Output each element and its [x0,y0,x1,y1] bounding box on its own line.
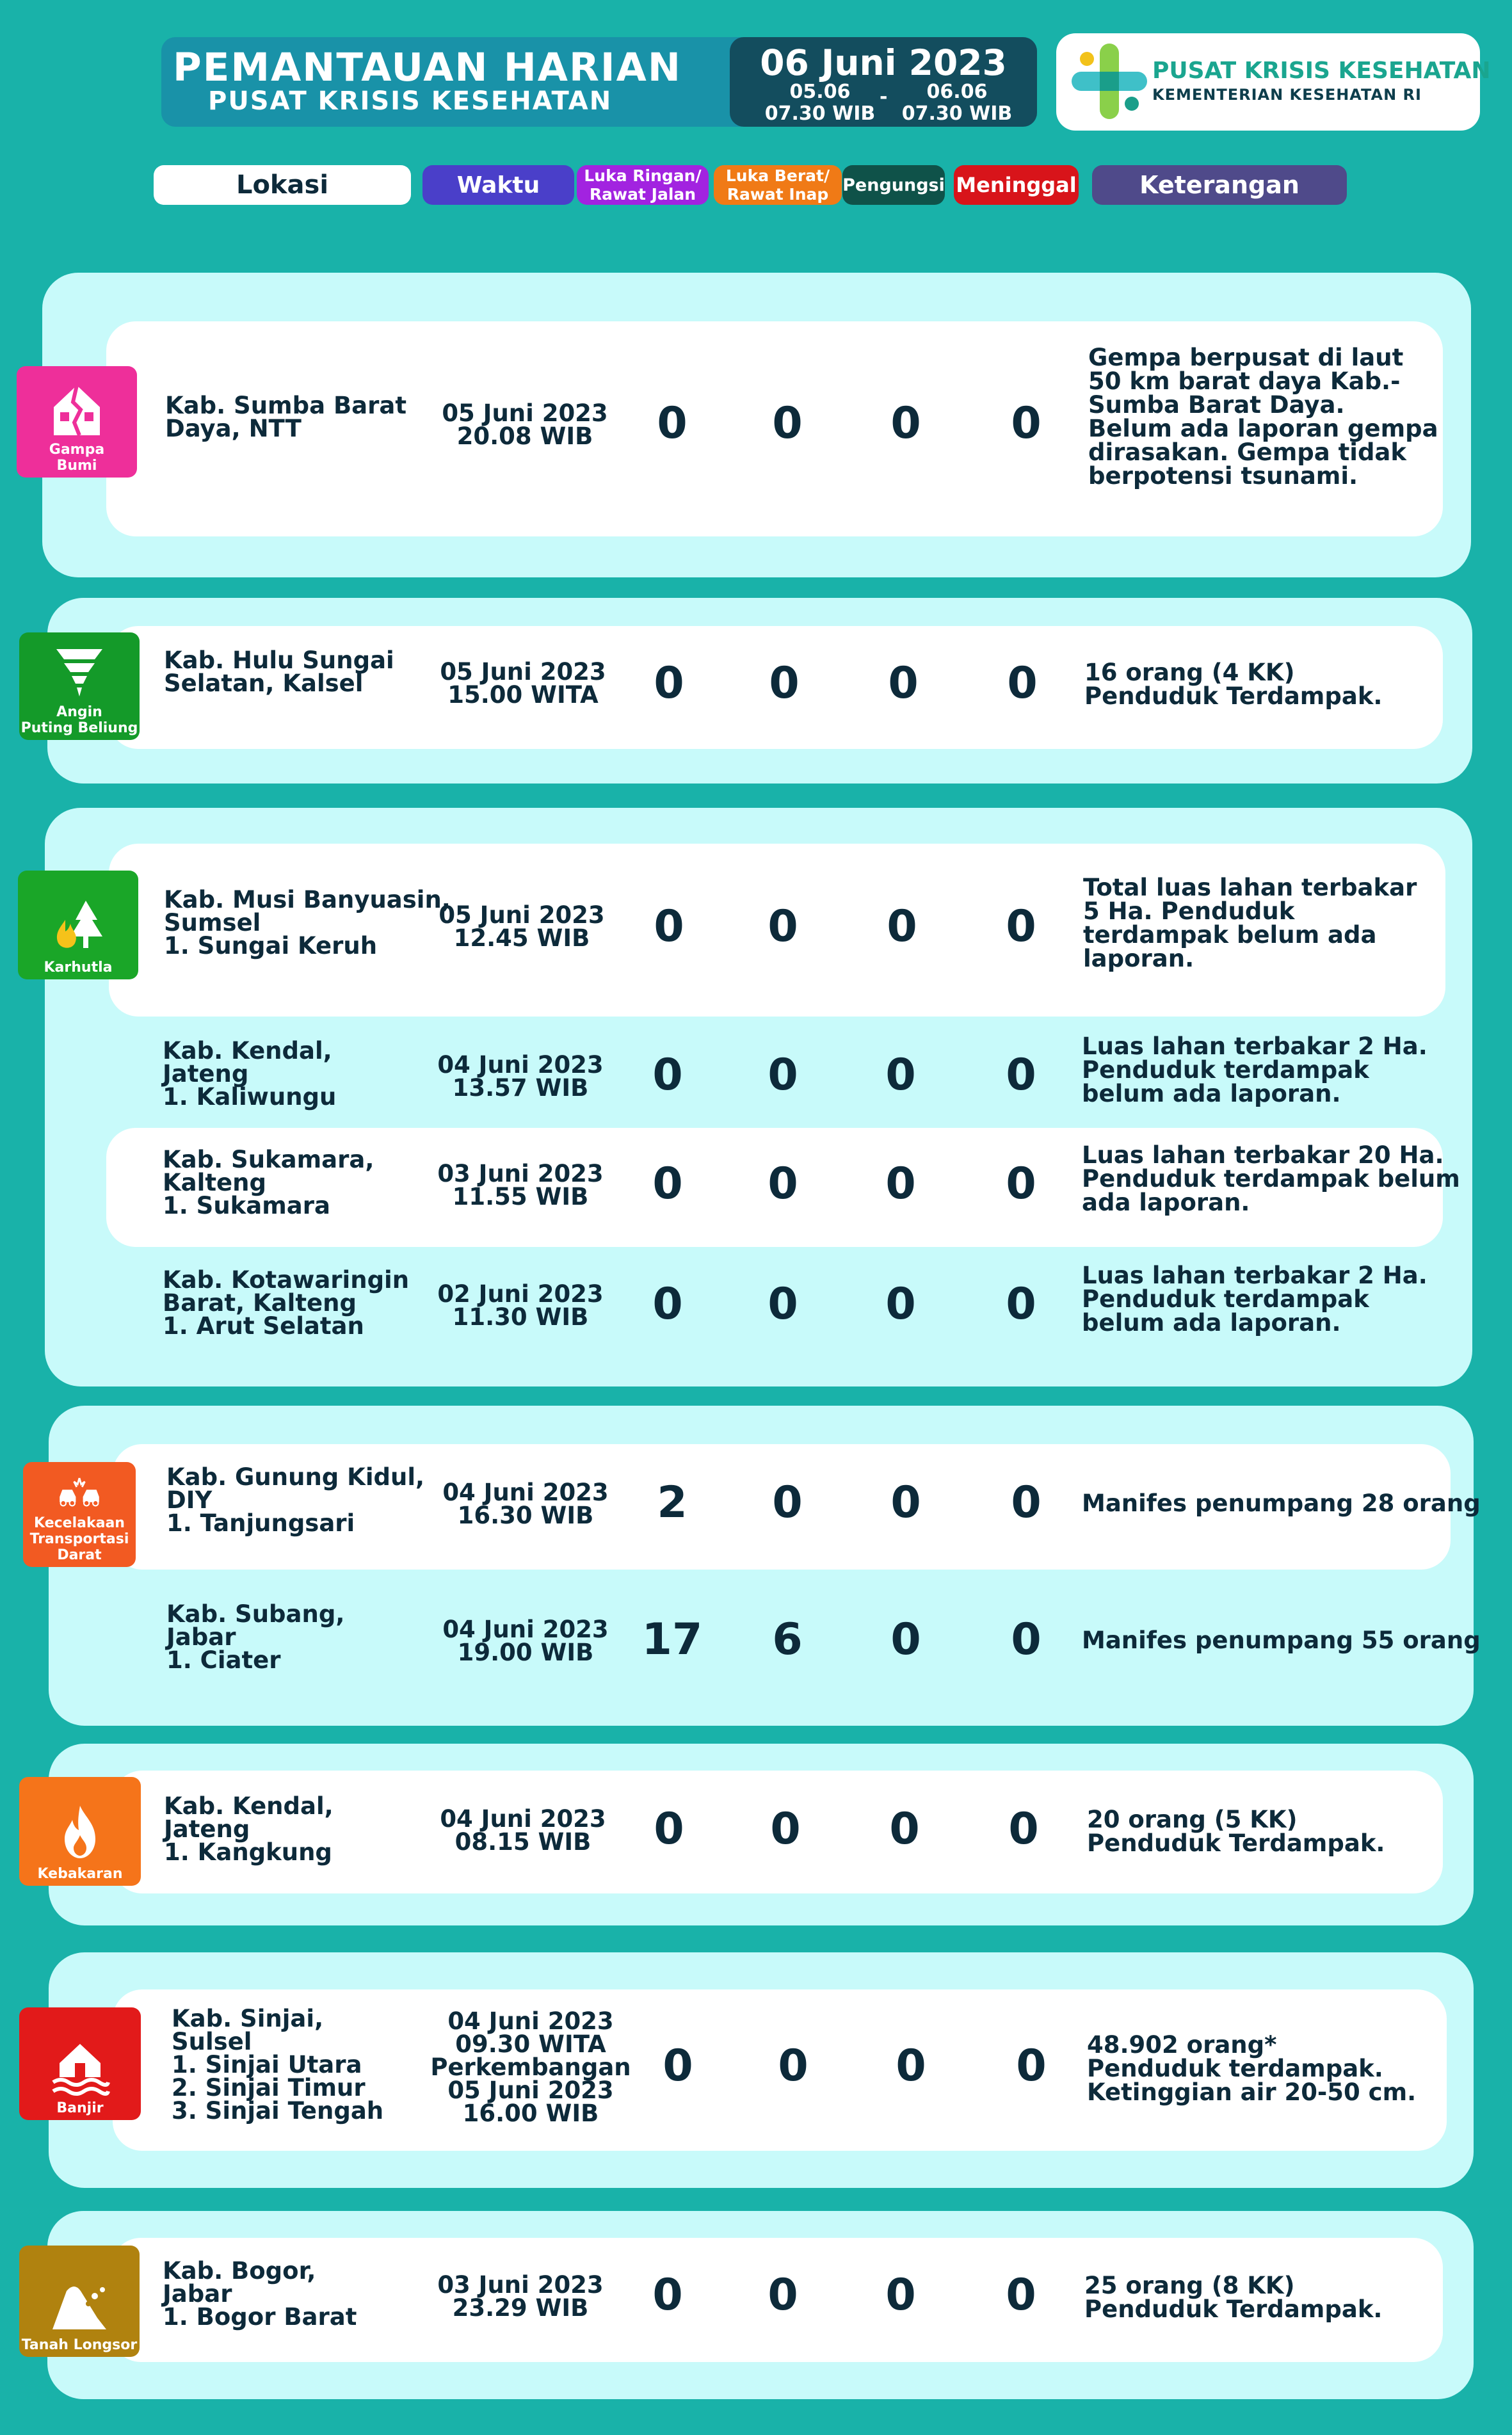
count-pengungsi: 0 [888,658,919,709]
count-luka-ringan: 2 [657,1477,688,1528]
range-start: 05.06 07.30 WIB [764,81,876,125]
row-location: Kab. Sinjai, Sulsel 1. Sinjai Utara 2. Sinjai Timur 3. Sinjai Tengah [172,2005,384,2125]
row-keterangan: 25 orang (8 KK) Penduduk Terdampak. [1084,2272,1383,2323]
gempa-bumi-tile: Gampa Bumi [17,366,137,478]
row-time: 04 Juni 2023 16.30 WIB [442,1479,609,1529]
kecelakaan-transportasi-tile: Kecelakaan Transportasi Darat [23,1462,136,1567]
banjir-tile: Banjir [19,2007,141,2120]
count-pengungsi: 0 [890,398,921,449]
count-luka-berat: 0 [769,658,800,709]
count-meninggal: 0 [1006,1050,1036,1100]
row-keterangan: Manifes penumpang 28 orang [1082,1490,1481,1517]
count-meninggal: 0 [1006,2270,1036,2320]
count-meninggal: 0 [1011,1614,1042,1665]
house-earthquake-icon [45,376,109,440]
count-luka-berat: 0 [768,2270,798,2320]
legend-meninggal: Meninggal [954,165,1079,205]
legend-luka-ringan: Luka Ringan/ Rawat Jalan [577,165,709,205]
row-keterangan: 16 orang (4 KK) Penduduk Terdampak. [1084,659,1383,710]
row-location: Kab. Hulu Sungai Selatan, Kalsel [164,647,394,697]
row-time: 03 Juni 2023 23.29 WIB [437,2271,604,2322]
kebakaran-tile: Kebakaran [19,1777,141,1886]
karhutla-tile: Karhutla [18,871,138,979]
count-luka-ringan: 0 [652,1279,683,1330]
count-luka-berat: 0 [768,1159,798,1209]
row-keterangan: 48.902 orang* Penduduk terdampak. Ketinggian air 20-50 cm. [1087,2031,1417,2106]
count-pengungsi: 0 [885,1279,916,1330]
forest-fire-icon [46,894,110,958]
count-luka-ringan: 0 [654,1804,684,1854]
range-separator: - [880,86,888,108]
count-pengungsi: 0 [890,1477,921,1528]
row-time: 05 Juni 2023 15.00 WITA [440,658,606,709]
row-keterangan: Gempa berpusat di laut 50 km barat daya Kab.- Sumba Barat Daya. Belum ada laporan gempa dirasakan. Gempa tidak berpotensi tsunami. [1088,344,1438,490]
count-pengungsi: 0 [896,2041,926,2091]
fire-icon [48,1801,112,1865]
count-luka-ringan: 17 [641,1614,703,1665]
count-luka-berat: 0 [778,2041,808,2091]
row-location: Kab. Kendal, Jateng 1. Kaliwungu [163,1037,337,1111]
row-location: Kab. Kendal, Jateng 1. Kangkung [164,1792,334,1866]
count-luka-berat: 0 [768,1279,798,1330]
count-luka-berat: 0 [768,1050,798,1100]
count-luka-ringan: 0 [654,658,684,709]
count-pengungsi: 0 [885,1050,916,1100]
count-luka-berat: 0 [772,1477,803,1528]
count-pengungsi: 0 [889,1804,920,1854]
row-time: 04 Juni 2023 08.15 WIB [440,1805,606,1856]
count-pengungsi: 0 [890,1614,921,1665]
count-luka-berat: 6 [772,1614,803,1665]
row-keterangan: Luas lahan terbakar 2 Ha. Penduduk terdampak belum ada laporan. [1082,1262,1428,1337]
count-luka-ringan: 0 [654,901,684,952]
count-meninggal: 0 [1016,2041,1047,2091]
count-meninggal: 0 [1011,1477,1042,1528]
page-title: PEMANTAUAN HARIAN [173,45,682,90]
report-date: 06 Juni 2023 [760,42,1007,83]
count-pengungsi: 0 [887,901,917,952]
row-keterangan: Luas lahan terbakar 2 Ha. Penduduk terdampak belum ada laporan. [1082,1033,1428,1107]
row-location: Kab. Subang, Jabar 1. Ciater [166,1600,345,1674]
row-time: 05 Juni 2023 20.08 WIB [442,399,608,450]
count-luka-ringan: 0 [663,2041,693,2091]
count-pengungsi: 0 [885,1159,916,1209]
count-pengungsi: 0 [885,2270,916,2320]
count-luka-berat: 0 [772,398,803,449]
range-end: 06.06 07.30 WIB [901,81,1013,125]
row-keterangan: Luas lahan terbakar 20 Ha. Penduduk terdampak belum ada laporan. [1082,1141,1460,1216]
flood-house-icon [48,2035,112,2099]
legend-waktu: Waktu [422,165,574,205]
count-meninggal: 0 [1006,1279,1036,1330]
row-keterangan: Manifes penumpang 55 orang [1082,1627,1481,1654]
row-time: 04 Juni 2023 09.30 WITA Perkembangan 05 Juni 2023 16.00 WIB [430,2007,631,2127]
car-crash-icon [51,1469,108,1514]
legend-pengungsi: Pengungsi [842,165,945,205]
row-location: Kab. Sumba Barat Daya, NTT [165,392,407,442]
row-keterangan: Total luas lahan terbakar 5 Ha. Penduduk terdampak belum ada laporan. [1083,874,1417,972]
row-time: 04 Juni 2023 13.57 WIB [437,1051,604,1102]
row-location: Kab. Bogor, Jabar 1. Bogor Barat [163,2257,357,2331]
tornado-icon [47,639,111,703]
landslide-icon [47,2272,111,2336]
count-luka-ringan: 0 [652,2270,683,2320]
count-meninggal: 0 [1011,398,1042,449]
count-luka-ringan: 0 [652,1159,683,1209]
row-location: Kab. Musi Banyuasin, Sumsel 1. Sungai Keruh [164,886,451,960]
count-luka-ringan: 0 [657,398,688,449]
count-meninggal: 0 [1006,901,1036,952]
angin-puting-beliung-tile: Angin Puting Beliung [19,632,140,740]
count-luka-berat: 0 [768,901,798,952]
row-location: Kab. Gunung Kidul, DIY 1. Tanjungsari [166,1463,425,1537]
row-location: Kab. Sukamara, Kalteng 1. Sukamara [163,1146,374,1219]
row-time: 03 Juni 2023 11.55 WIB [437,1160,604,1210]
logo-title: PUSAT KRISIS KESEHATAN [1152,58,1491,84]
page-subtitle: PUSAT KRISIS KESEHATAN [208,86,613,116]
legend-keterangan: Keterangan [1092,165,1347,205]
count-luka-ringan: 0 [652,1050,683,1100]
logo-subtitle: KEMENTERIAN KESEHATAN RI [1152,86,1422,104]
row-time: 05 Juni 2023 12.45 WIB [438,901,605,952]
row-location: Kab. Kotawaringin Barat, Kalteng 1. Arut Selatan [163,1266,410,1340]
legend-luka-berat: Luka Berat/ Rawat Inap [714,165,842,205]
count-meninggal: 0 [1006,1159,1036,1209]
count-luka-berat: 0 [770,1804,801,1854]
row-time: 04 Juni 2023 19.00 WIB [442,1616,609,1666]
count-meninggal: 0 [1007,658,1038,709]
legend-lokasi: Lokasi [154,165,411,205]
tanah-longsor-tile: Tanah Longsor [19,2246,140,2357]
kemenkes-logo-icon [1068,40,1151,123]
row-keterangan: 20 orang (5 KK) Penduduk Terdampak. [1087,1806,1385,1857]
row-time: 02 Juni 2023 11.30 WIB [437,1280,604,1331]
count-meninggal: 0 [1008,1804,1039,1854]
